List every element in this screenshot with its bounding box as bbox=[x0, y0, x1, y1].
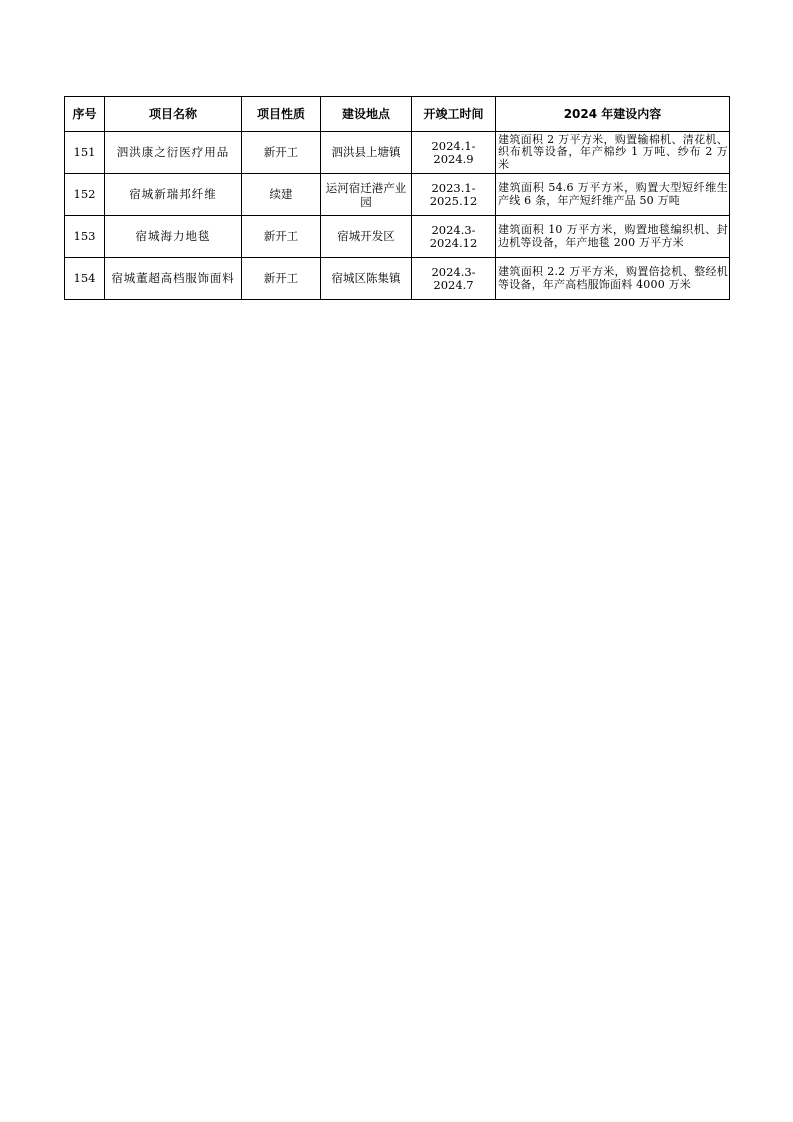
row-location: 宿城开发区 bbox=[321, 216, 412, 258]
header-no: 序号 bbox=[65, 97, 105, 132]
header-nature: 项目性质 bbox=[242, 97, 321, 132]
row-nature: 新开工 bbox=[242, 258, 321, 300]
row-period: 2024.3-2024.12 bbox=[412, 216, 496, 258]
row-project-name: 宿城董超高档服饰面料 bbox=[105, 258, 242, 300]
header-name: 项目名称 bbox=[105, 97, 242, 132]
row-location: 宿城区陈集镇 bbox=[321, 258, 412, 300]
row-content: 建筑面积 54.6 万平方米，购置大型短纤维生产线 6 条，年产短纤维产品 50 万吨 bbox=[496, 174, 730, 216]
row-period: 2024.3-2024.7 bbox=[412, 258, 496, 300]
row-period: 2023.1-2025.12 bbox=[412, 174, 496, 216]
header-period: 开竣工时间 bbox=[412, 97, 496, 132]
row-nature: 新开工 bbox=[242, 216, 321, 258]
row-content: 建筑面积 10 万平方米，购置地毯编织机、封边机等设备，年产地毯 200 万平方米 bbox=[496, 216, 730, 258]
row-project-name: 泗洪康之衍医疗用品 bbox=[105, 132, 242, 174]
row-no: 153 bbox=[65, 216, 105, 258]
header-location: 建设地点 bbox=[321, 97, 412, 132]
row-nature: 续建 bbox=[242, 174, 321, 216]
row-nature: 新开工 bbox=[242, 132, 321, 174]
row-period: 2024.1-2024.9 bbox=[412, 132, 496, 174]
table-row bbox=[65, 174, 730, 216]
table-row bbox=[65, 258, 730, 300]
row-content: 建筑面积 2 万平方米，购置输棉机、清花机、织布机等设备，年产棉纱 1 万吨、纱布 2 万米 bbox=[496, 132, 730, 174]
row-location: 运河宿迁港产业园 bbox=[321, 174, 412, 216]
row-location: 泗洪县上塘镇 bbox=[321, 132, 412, 174]
row-project-name: 宿城海力地毯 bbox=[105, 216, 242, 258]
row-project-name: 宿城新瑞邦纤维 bbox=[105, 174, 242, 216]
table-header-row bbox=[65, 97, 730, 132]
row-no: 152 bbox=[65, 174, 105, 216]
row-no: 151 bbox=[65, 132, 105, 174]
table-row bbox=[65, 216, 730, 258]
table-row bbox=[65, 132, 730, 174]
project-table bbox=[64, 96, 730, 300]
project-table-container bbox=[64, 96, 729, 300]
row-content: 建筑面积 2.2 万平方米，购置倍捻机、整经机等设备，年产高档服饰面料 4000 万米 bbox=[496, 258, 730, 300]
header-content: 2024 年建设内容 bbox=[496, 97, 730, 132]
row-no: 154 bbox=[65, 258, 105, 300]
